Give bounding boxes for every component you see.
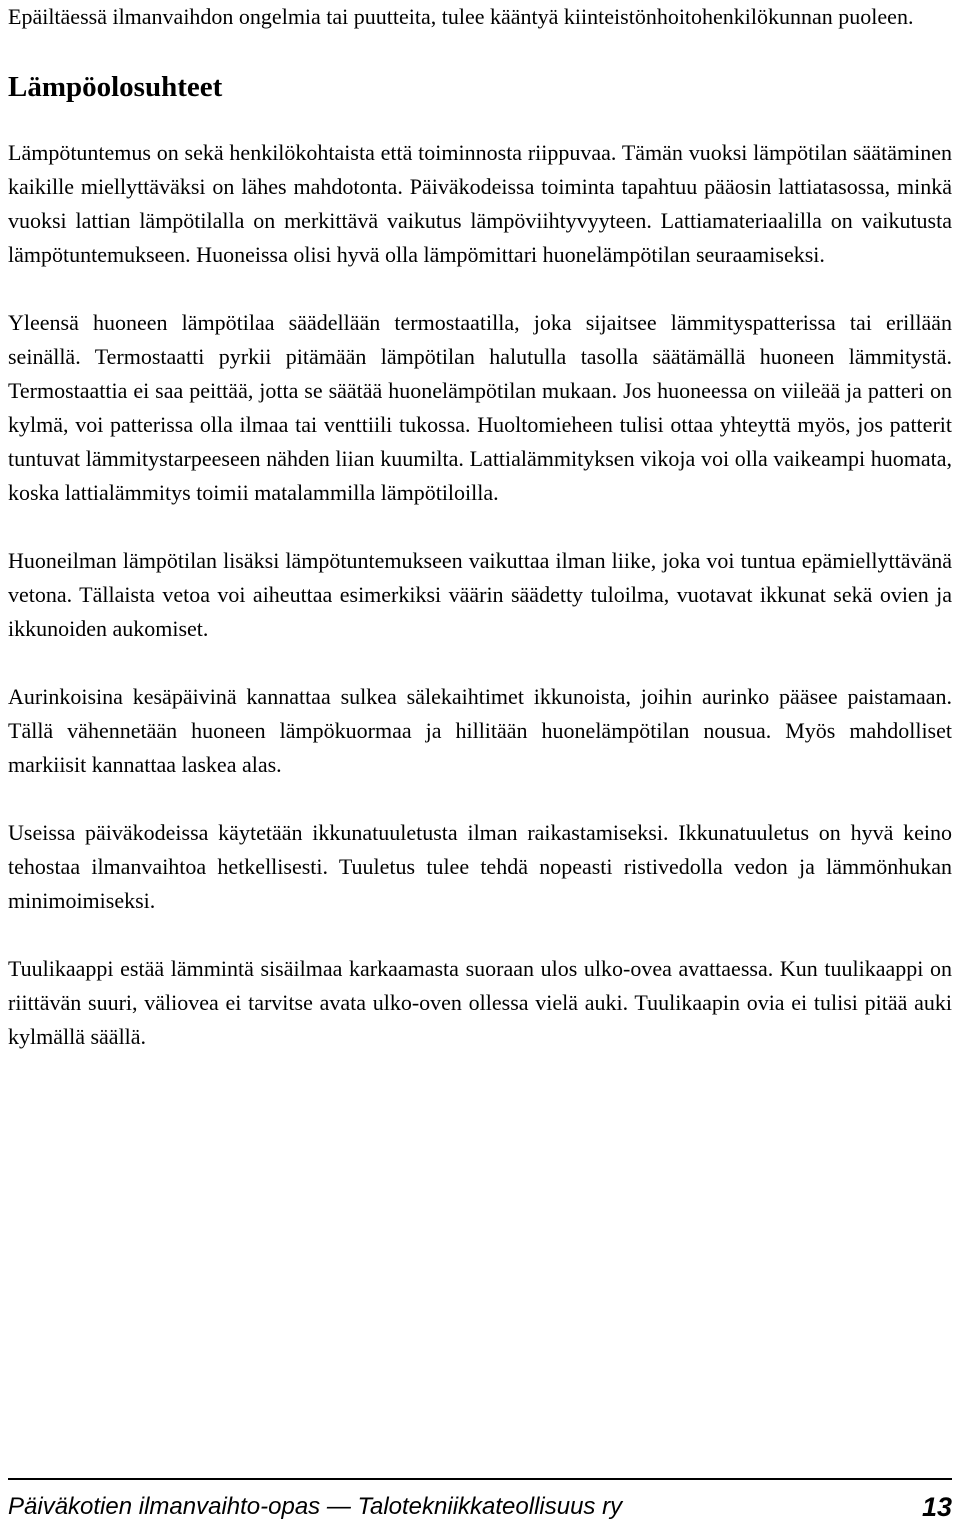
intro-paragraph: Epäiltäessä ilmanvaihdon ongelmia tai puutteita, tulee kääntyä kiinteistönhoitohenkilökunnan puoleen. [8,4,914,29]
body-paragraph: Lämpötuntemus on sekä henkilökohtaista että toiminnosta riippuvaa. Tämän vuoksi lämpötilan säätäminen kaikille miellyttäväksi on lähes mahdotonta. Päiväkodeissa toiminta tapahtuu pääosin lattiatasossa, minkä vuoksi lattian lämpötilalla on merkittävä vaikutus lämpöviihtyvyyteen. Lattiamateriaalilla on vaikutusta lämpötuntemukseen. Huoneissa olisi hyvä olla lämpömittari huonelämpötilan seuraamiseksi. [8,140,952,267]
body-paragraph: Aurinkoisina kesäpäivinä kannattaa sulkea sälekaihtimet ikkunoista, joihin aurinko pääsee paistamaan. Tällä vähennetään huoneen lämpökuormaa ja hillitään huonelämpötilan nousua. Myös mahdolliset markiisit kannattaa laskea alas. [8,684,952,777]
footer-title: Päiväkotien ilmanvaihto-opas — Talotekniikkateollisuus ry [8,1493,623,1520]
page-number: 13 [921,1492,952,1522]
body-paragraph: Useissa päiväkodeissa käytetään ikkunatuuletusta ilman raikastamiseksi. Ikkunatuuletus on hyvä keino tehostaa ilmanvaihtoa hetkellisesti. Tuuletus tulee tehdä nopeasti ristivedolla vedon ja lämmönhukan minimoimiseksi. [8,820,952,913]
body-paragraph: Tuulikaappi estää lämmintä sisäilmaa karkaamasta suoraan ulos ulko-ovea avattaessa. Kun tuulikaappi on riittävän suuri, väliovea ei tarvitse avata ulko-oven ollessa vielä auki. Tuulikaapin ovia ei tulisi pitää auki kylmällä säällä. [8,956,952,1049]
body-paragraph: Yleensä huoneen lämpötilaa säädellään termostaatilla, joka sijaitsee lämmityspatterissa tai erillään seinällä. Termostaatti pyrkii pitämään lämpötilan halutulla tasolla säätämällä huoneen lämmitystä. Termostaattia ei saa peittää, jotta se säätää huonelämpötilan mukaan. Jos huoneessa on viileää ja patteri on kylmä, voi patterissa olla ilmaa tai venttiili tukossa. Huoltomieheen tulisi ottaa yhteyttä myös, jos patterit tuntuvat lämmitystarpeeseen nähden liian kuumilta. Lattialämmityksen vikoja voi olla vaikeampi huomata, koska lattialämmitys toimii matalammilla lämpötiloilla. [8,310,952,505]
page-content [8,0,952,1054]
section-heading: Lämpöolosuhteet [8,71,223,103]
page-footer [8,1478,952,1524]
body-paragraph: Huoneilman lämpötilan lisäksi lämpötuntemukseen vaikuttaa ilman liike, joka voi tuntua epämiellyttävänä vetona. Tällaista vetoa voi aiheuttaa esimerkiksi väärin säädetty tuloilma, vuotavat ikkunat sekä ovien ja ikkunoiden aukomiset. [8,548,952,641]
